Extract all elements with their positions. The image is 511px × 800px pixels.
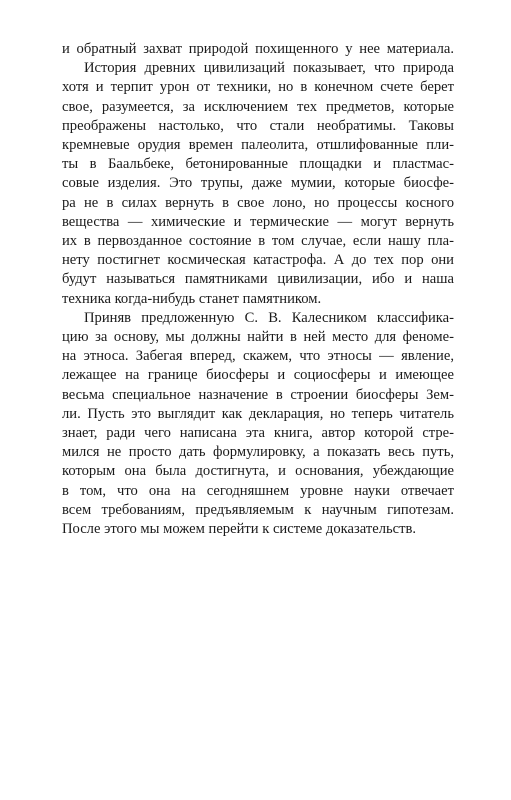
text-line: совые изделия. Это трупы, даже мумии, которые биосфе- [62,175,454,192]
text-line: в том, что она на сегодняшнем уровне науки отвечает [62,482,454,499]
text-line: весьма специальное назначение в строении биосферы Зем- [62,386,454,403]
text-line: всем требованиям, предъявляемым к научным гипотезам. [62,501,454,518]
text-line: Приняв предложенную С. В. Калесником классифика- [84,309,454,326]
text-line: которым она была достигнута, и основания, убеждающие [62,463,454,480]
text-line: их в первозданное состояние в том случае, если нашу пла- [62,233,454,250]
text-line: лежащее на границе биосферы и социосферы и имеющее [62,367,454,384]
text-line: техника когда-нибудь станет памятником. [62,290,322,307]
text-line: ра не в силах вернуть в свое лоно, но процессы косного [62,194,454,211]
text-line: вещества — химические и термические — могут вернуть [62,213,454,230]
text-line: мился не просто дать формулировку, а показать весь путь, [62,444,454,461]
text-line: нету постигнет космическая катастрофа. А до тех пор они [62,252,454,269]
text-line: ли. Пусть это выглядит как декларация, но теперь читатель [62,405,454,422]
text-line: хотя и терпит урон от техники, но в конечном счете берет [62,79,454,96]
text-line: История древних цивилизаций показывает, что природа [84,60,454,77]
text-line: ты в Баальбеке, бетонированные площадки и пластмас- [62,156,454,173]
text-line: на этноса. Забегая вперед, скажем, что этносы — явление, [62,348,454,365]
text-line: свое, разумеется, за исключением тех предметов, которые [62,98,454,115]
document-page [62,40,454,539]
text-line: преображены настолько, что стали необратимы. Таковы [62,117,454,134]
text-line: кремневые орудия времен палеолита, отшлифованные пли- [62,137,454,154]
text-line: знает, ради чего написана эта книга, автор которой стре- [62,425,454,442]
paragraph-1 [62,40,454,309]
text-line: и обратный захват природой похищенного у нее материала. [62,41,454,57]
paragraph-2 [62,309,454,539]
text-line: цию за основу, мы должны найти в ней место для феноме- [62,329,454,346]
text-line: будут называться памятниками цивилизации, ибо и наша [62,271,454,288]
text-line: После этого мы можем перейти к системе доказательств. [62,521,417,538]
